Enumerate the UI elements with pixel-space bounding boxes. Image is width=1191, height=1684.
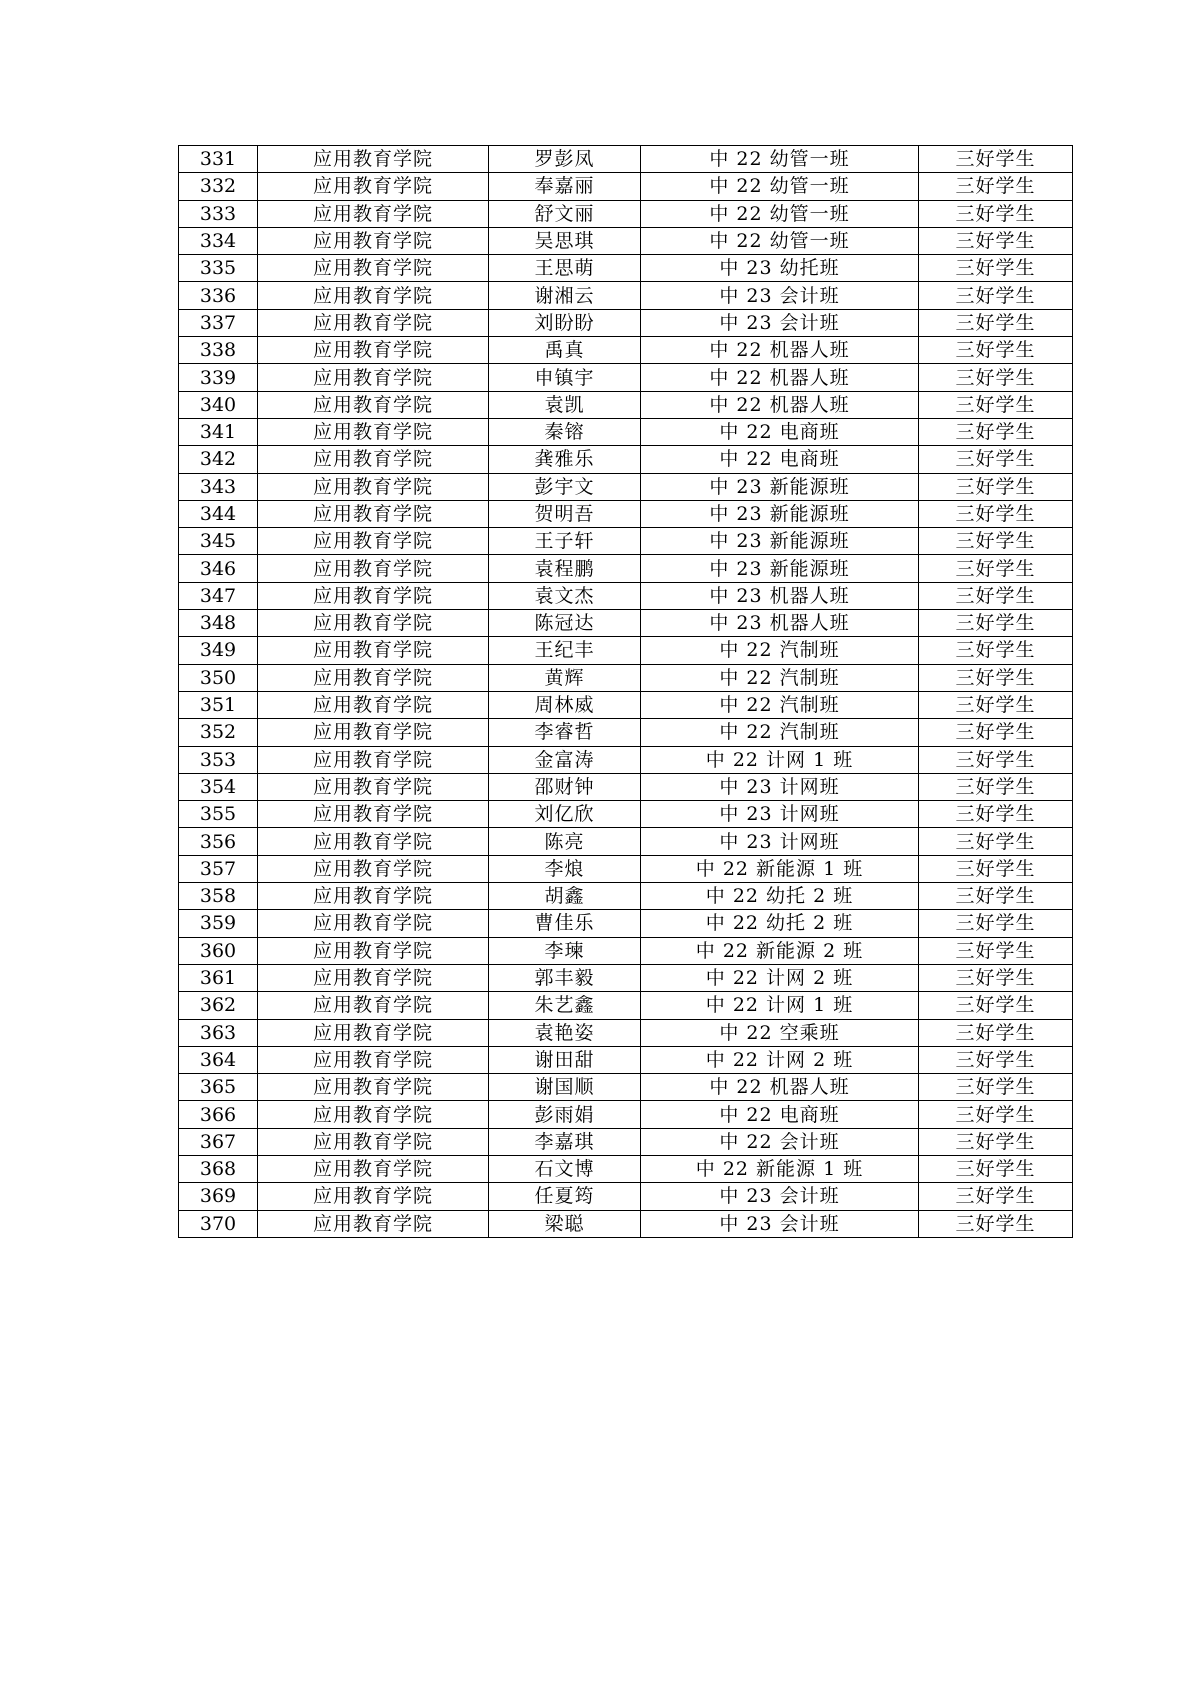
table-row bbox=[179, 773, 1073, 800]
award-cell: 三好学生 bbox=[919, 555, 1073, 582]
class-cell: 中 22 新能源 1 班 bbox=[641, 1155, 919, 1182]
table-row bbox=[179, 473, 1073, 500]
class-cell: 中 22 电商班 bbox=[641, 446, 919, 473]
award-cell: 三好学生 bbox=[919, 337, 1073, 364]
award-cell: 三好学生 bbox=[919, 582, 1073, 609]
table-row bbox=[179, 691, 1073, 718]
award-cell: 三好学生 bbox=[919, 773, 1073, 800]
college-cell: 应用教育学院 bbox=[258, 773, 489, 800]
class-cell: 中 22 新能源 2 班 bbox=[641, 937, 919, 964]
class-cell: 中 23 新能源班 bbox=[641, 473, 919, 500]
row-number: 352 bbox=[179, 719, 258, 746]
row-number: 346 bbox=[179, 555, 258, 582]
class-cell: 中 23 新能源班 bbox=[641, 500, 919, 527]
class-cell: 中 22 计网 2 班 bbox=[641, 964, 919, 991]
row-number: 339 bbox=[179, 364, 258, 391]
college-cell: 应用教育学院 bbox=[258, 364, 489, 391]
student-name-cell: 周林威 bbox=[489, 691, 641, 718]
row-number: 333 bbox=[179, 200, 258, 227]
class-cell: 中 22 机器人班 bbox=[641, 391, 919, 418]
student-name-cell: 袁凯 bbox=[489, 391, 641, 418]
award-cell: 三好学生 bbox=[919, 1019, 1073, 1046]
table-row bbox=[179, 610, 1073, 637]
class-cell: 中 23 计网班 bbox=[641, 828, 919, 855]
table-row bbox=[179, 801, 1073, 828]
award-cell: 三好学生 bbox=[919, 828, 1073, 855]
award-cell: 三好学生 bbox=[919, 473, 1073, 500]
college-cell: 应用教育学院 bbox=[258, 937, 489, 964]
college-cell: 应用教育学院 bbox=[258, 582, 489, 609]
row-number: 361 bbox=[179, 964, 258, 991]
class-cell: 中 22 计网 2 班 bbox=[641, 1046, 919, 1073]
award-cell: 三好学生 bbox=[919, 500, 1073, 527]
row-number: 341 bbox=[179, 418, 258, 445]
student-name-cell: 罗彭凤 bbox=[489, 146, 641, 173]
college-cell: 应用教育学院 bbox=[258, 637, 489, 664]
college-cell: 应用教育学院 bbox=[258, 719, 489, 746]
college-cell: 应用教育学院 bbox=[258, 446, 489, 473]
college-cell: 应用教育学院 bbox=[258, 1046, 489, 1073]
award-cell: 三好学生 bbox=[919, 691, 1073, 718]
college-cell: 应用教育学院 bbox=[258, 1128, 489, 1155]
class-cell: 中 22 机器人班 bbox=[641, 1074, 919, 1101]
row-number: 350 bbox=[179, 664, 258, 691]
college-cell: 应用教育学院 bbox=[258, 309, 489, 336]
class-cell: 中 22 会计班 bbox=[641, 1128, 919, 1155]
college-cell: 应用教育学院 bbox=[258, 691, 489, 718]
table-row bbox=[179, 637, 1073, 664]
student-name-cell: 曹佳乐 bbox=[489, 910, 641, 937]
college-cell: 应用教育学院 bbox=[258, 473, 489, 500]
row-number: 363 bbox=[179, 1019, 258, 1046]
student-name-cell: 谢田甜 bbox=[489, 1046, 641, 1073]
class-cell: 中 22 计网 1 班 bbox=[641, 746, 919, 773]
table-row bbox=[179, 664, 1073, 691]
student-name-cell: 任夏筠 bbox=[489, 1183, 641, 1210]
class-cell: 中 22 幼管一班 bbox=[641, 200, 919, 227]
table-row bbox=[179, 746, 1073, 773]
college-cell: 应用教育学院 bbox=[258, 855, 489, 882]
student-name-cell: 龚雅乐 bbox=[489, 446, 641, 473]
student-name-cell: 陈冠达 bbox=[489, 610, 641, 637]
student-name-cell: 申镇宇 bbox=[489, 364, 641, 391]
row-number: 364 bbox=[179, 1046, 258, 1073]
college-cell: 应用教育学院 bbox=[258, 255, 489, 282]
award-cell: 三好学生 bbox=[919, 200, 1073, 227]
class-cell: 中 23 会计班 bbox=[641, 309, 919, 336]
table-row bbox=[179, 1210, 1073, 1237]
college-cell: 应用教育学院 bbox=[258, 337, 489, 364]
table-row bbox=[179, 282, 1073, 309]
award-cell: 三好学生 bbox=[919, 1046, 1073, 1073]
table-row bbox=[179, 1183, 1073, 1210]
table-row bbox=[179, 364, 1073, 391]
student-name-cell: 梁聪 bbox=[489, 1210, 641, 1237]
college-cell: 应用教育学院 bbox=[258, 883, 489, 910]
row-number: 343 bbox=[179, 473, 258, 500]
award-cell: 三好学生 bbox=[919, 964, 1073, 991]
row-number: 369 bbox=[179, 1183, 258, 1210]
table-row bbox=[179, 719, 1073, 746]
student-name-cell: 彭雨娟 bbox=[489, 1101, 641, 1128]
college-cell: 应用教育学院 bbox=[258, 500, 489, 527]
student-name-cell: 袁艳姿 bbox=[489, 1019, 641, 1046]
award-list-table bbox=[178, 145, 1073, 1238]
student-name-cell: 胡鑫 bbox=[489, 883, 641, 910]
table-row bbox=[179, 992, 1073, 1019]
class-cell: 中 23 计网班 bbox=[641, 801, 919, 828]
class-cell: 中 22 汽制班 bbox=[641, 637, 919, 664]
student-name-cell: 郭丰毅 bbox=[489, 964, 641, 991]
college-cell: 应用教育学院 bbox=[258, 664, 489, 691]
award-cell: 三好学生 bbox=[919, 528, 1073, 555]
award-cell: 三好学生 bbox=[919, 1128, 1073, 1155]
row-number: 357 bbox=[179, 855, 258, 882]
student-name-cell: 金富涛 bbox=[489, 746, 641, 773]
college-cell: 应用教育学院 bbox=[258, 801, 489, 828]
student-name-cell: 王子轩 bbox=[489, 528, 641, 555]
student-name-cell: 刘盼盼 bbox=[489, 309, 641, 336]
table-row bbox=[179, 337, 1073, 364]
class-cell: 中 22 汽制班 bbox=[641, 719, 919, 746]
college-cell: 应用教育学院 bbox=[258, 1210, 489, 1237]
award-cell: 三好学生 bbox=[919, 391, 1073, 418]
college-cell: 应用教育学院 bbox=[258, 555, 489, 582]
student-name-cell: 陈亮 bbox=[489, 828, 641, 855]
student-name-cell: 贺明吾 bbox=[489, 500, 641, 527]
table-row bbox=[179, 1101, 1073, 1128]
table-row bbox=[179, 309, 1073, 336]
row-number: 334 bbox=[179, 227, 258, 254]
table-row bbox=[179, 173, 1073, 200]
table-row bbox=[179, 200, 1073, 227]
row-number: 362 bbox=[179, 992, 258, 1019]
student-name-cell: 吴思琪 bbox=[489, 227, 641, 254]
college-cell: 应用教育学院 bbox=[258, 528, 489, 555]
award-cell: 三好学生 bbox=[919, 418, 1073, 445]
college-cell: 应用教育学院 bbox=[258, 173, 489, 200]
class-cell: 中 22 幼管一班 bbox=[641, 173, 919, 200]
award-cell: 三好学生 bbox=[919, 1155, 1073, 1182]
college-cell: 应用教育学院 bbox=[258, 992, 489, 1019]
row-number: 366 bbox=[179, 1101, 258, 1128]
class-cell: 中 23 计网班 bbox=[641, 773, 919, 800]
class-cell: 中 22 幼托 2 班 bbox=[641, 910, 919, 937]
row-number: 336 bbox=[179, 282, 258, 309]
class-cell: 中 23 机器人班 bbox=[641, 582, 919, 609]
row-number: 347 bbox=[179, 582, 258, 609]
student-name-cell: 邵财钟 bbox=[489, 773, 641, 800]
row-number: 359 bbox=[179, 910, 258, 937]
college-cell: 应用教育学院 bbox=[258, 418, 489, 445]
student-name-cell: 袁程鹏 bbox=[489, 555, 641, 582]
class-cell: 中 22 汽制班 bbox=[641, 691, 919, 718]
table-row bbox=[179, 146, 1073, 173]
row-number: 342 bbox=[179, 446, 258, 473]
row-number: 338 bbox=[179, 337, 258, 364]
award-cell: 三好学生 bbox=[919, 992, 1073, 1019]
class-cell: 中 23 会计班 bbox=[641, 1210, 919, 1237]
award-cell: 三好学生 bbox=[919, 610, 1073, 637]
table-row bbox=[179, 446, 1073, 473]
award-cell: 三好学生 bbox=[919, 937, 1073, 964]
table-row bbox=[179, 1074, 1073, 1101]
college-cell: 应用教育学院 bbox=[258, 1074, 489, 1101]
award-cell: 三好学生 bbox=[919, 255, 1073, 282]
college-cell: 应用教育学院 bbox=[258, 828, 489, 855]
row-number: 353 bbox=[179, 746, 258, 773]
table-row bbox=[179, 1155, 1073, 1182]
student-name-cell: 秦镕 bbox=[489, 418, 641, 445]
row-number: 349 bbox=[179, 637, 258, 664]
class-cell: 中 22 汽制班 bbox=[641, 664, 919, 691]
table-row bbox=[179, 964, 1073, 991]
table-row bbox=[179, 1046, 1073, 1073]
table-row bbox=[179, 855, 1073, 882]
table-row bbox=[179, 910, 1073, 937]
class-cell: 中 22 机器人班 bbox=[641, 364, 919, 391]
award-cell: 三好学生 bbox=[919, 227, 1073, 254]
college-cell: 应用教育学院 bbox=[258, 1019, 489, 1046]
class-cell: 中 22 机器人班 bbox=[641, 337, 919, 364]
student-name-cell: 谢国顺 bbox=[489, 1074, 641, 1101]
college-cell: 应用教育学院 bbox=[258, 1155, 489, 1182]
row-number: 355 bbox=[179, 801, 258, 828]
table-row bbox=[179, 500, 1073, 527]
college-cell: 应用教育学院 bbox=[258, 146, 489, 173]
table-row bbox=[179, 1128, 1073, 1155]
college-cell: 应用教育学院 bbox=[258, 200, 489, 227]
student-name-cell: 石文博 bbox=[489, 1155, 641, 1182]
college-cell: 应用教育学院 bbox=[258, 1183, 489, 1210]
class-cell: 中 22 新能源 1 班 bbox=[641, 855, 919, 882]
table-row bbox=[179, 582, 1073, 609]
student-name-cell: 王思萌 bbox=[489, 255, 641, 282]
class-cell: 中 23 会计班 bbox=[641, 282, 919, 309]
award-cell: 三好学生 bbox=[919, 1101, 1073, 1128]
row-number: 365 bbox=[179, 1074, 258, 1101]
class-cell: 中 22 幼管一班 bbox=[641, 227, 919, 254]
award-cell: 三好学生 bbox=[919, 146, 1073, 173]
row-number: 367 bbox=[179, 1128, 258, 1155]
award-cell: 三好学生 bbox=[919, 1210, 1073, 1237]
class-cell: 中 23 机器人班 bbox=[641, 610, 919, 637]
award-cell: 三好学生 bbox=[919, 1074, 1073, 1101]
table-row bbox=[179, 555, 1073, 582]
college-cell: 应用教育学院 bbox=[258, 610, 489, 637]
table-row bbox=[179, 391, 1073, 418]
row-number: 331 bbox=[179, 146, 258, 173]
row-number: 344 bbox=[179, 500, 258, 527]
award-cell: 三好学生 bbox=[919, 855, 1073, 882]
class-cell: 中 22 计网 1 班 bbox=[641, 992, 919, 1019]
award-cell: 三好学生 bbox=[919, 282, 1073, 309]
table-row bbox=[179, 255, 1073, 282]
table-row bbox=[179, 418, 1073, 445]
row-number: 351 bbox=[179, 691, 258, 718]
student-name-cell: 彭宇文 bbox=[489, 473, 641, 500]
row-number: 370 bbox=[179, 1210, 258, 1237]
award-cell: 三好学生 bbox=[919, 719, 1073, 746]
college-cell: 应用教育学院 bbox=[258, 391, 489, 418]
row-number: 356 bbox=[179, 828, 258, 855]
award-cell: 三好学生 bbox=[919, 910, 1073, 937]
award-cell: 三好学生 bbox=[919, 364, 1073, 391]
class-cell: 中 23 新能源班 bbox=[641, 528, 919, 555]
student-name-cell: 刘亿欣 bbox=[489, 801, 641, 828]
class-cell: 中 22 幼托 2 班 bbox=[641, 883, 919, 910]
row-number: 368 bbox=[179, 1155, 258, 1182]
award-cell: 三好学生 bbox=[919, 173, 1073, 200]
student-name-cell: 舒文丽 bbox=[489, 200, 641, 227]
class-cell: 中 22 空乘班 bbox=[641, 1019, 919, 1046]
student-name-cell: 黄辉 bbox=[489, 664, 641, 691]
student-name-cell: 朱艺鑫 bbox=[489, 992, 641, 1019]
row-number: 335 bbox=[179, 255, 258, 282]
row-number: 345 bbox=[179, 528, 258, 555]
college-cell: 应用教育学院 bbox=[258, 227, 489, 254]
table-row bbox=[179, 1019, 1073, 1046]
college-cell: 应用教育学院 bbox=[258, 282, 489, 309]
row-number: 360 bbox=[179, 937, 258, 964]
class-cell: 中 23 会计班 bbox=[641, 1183, 919, 1210]
student-name-cell: 谢湘云 bbox=[489, 282, 641, 309]
row-number: 348 bbox=[179, 610, 258, 637]
college-cell: 应用教育学院 bbox=[258, 964, 489, 991]
class-cell: 中 23 幼托班 bbox=[641, 255, 919, 282]
table-row bbox=[179, 227, 1073, 254]
table-row bbox=[179, 937, 1073, 964]
college-cell: 应用教育学院 bbox=[258, 910, 489, 937]
award-cell: 三好学生 bbox=[919, 1183, 1073, 1210]
student-name-cell: 李睿哲 bbox=[489, 719, 641, 746]
award-cell: 三好学生 bbox=[919, 446, 1073, 473]
row-number: 340 bbox=[179, 391, 258, 418]
award-cell: 三好学生 bbox=[919, 637, 1073, 664]
class-cell: 中 23 新能源班 bbox=[641, 555, 919, 582]
student-name-cell: 李瑓 bbox=[489, 937, 641, 964]
student-name-cell: 李嘉琪 bbox=[489, 1128, 641, 1155]
row-number: 332 bbox=[179, 173, 258, 200]
student-name-cell: 王纪丰 bbox=[489, 637, 641, 664]
student-name-cell: 奉嘉丽 bbox=[489, 173, 641, 200]
table-row bbox=[179, 828, 1073, 855]
award-cell: 三好学生 bbox=[919, 664, 1073, 691]
table-row bbox=[179, 883, 1073, 910]
student-name-cell: 李烺 bbox=[489, 855, 641, 882]
award-cell: 三好学生 bbox=[919, 801, 1073, 828]
student-name-cell: 袁文杰 bbox=[489, 582, 641, 609]
row-number: 354 bbox=[179, 773, 258, 800]
class-cell: 中 22 电商班 bbox=[641, 1101, 919, 1128]
college-cell: 应用教育学院 bbox=[258, 1101, 489, 1128]
class-cell: 中 22 电商班 bbox=[641, 418, 919, 445]
row-number: 358 bbox=[179, 883, 258, 910]
award-cell: 三好学生 bbox=[919, 746, 1073, 773]
row-number: 337 bbox=[179, 309, 258, 336]
student-name-cell: 禹真 bbox=[489, 337, 641, 364]
college-cell: 应用教育学院 bbox=[258, 746, 489, 773]
class-cell: 中 22 幼管一班 bbox=[641, 146, 919, 173]
award-cell: 三好学生 bbox=[919, 883, 1073, 910]
award-list-body bbox=[179, 146, 1073, 1238]
table-row bbox=[179, 528, 1073, 555]
award-cell: 三好学生 bbox=[919, 309, 1073, 336]
